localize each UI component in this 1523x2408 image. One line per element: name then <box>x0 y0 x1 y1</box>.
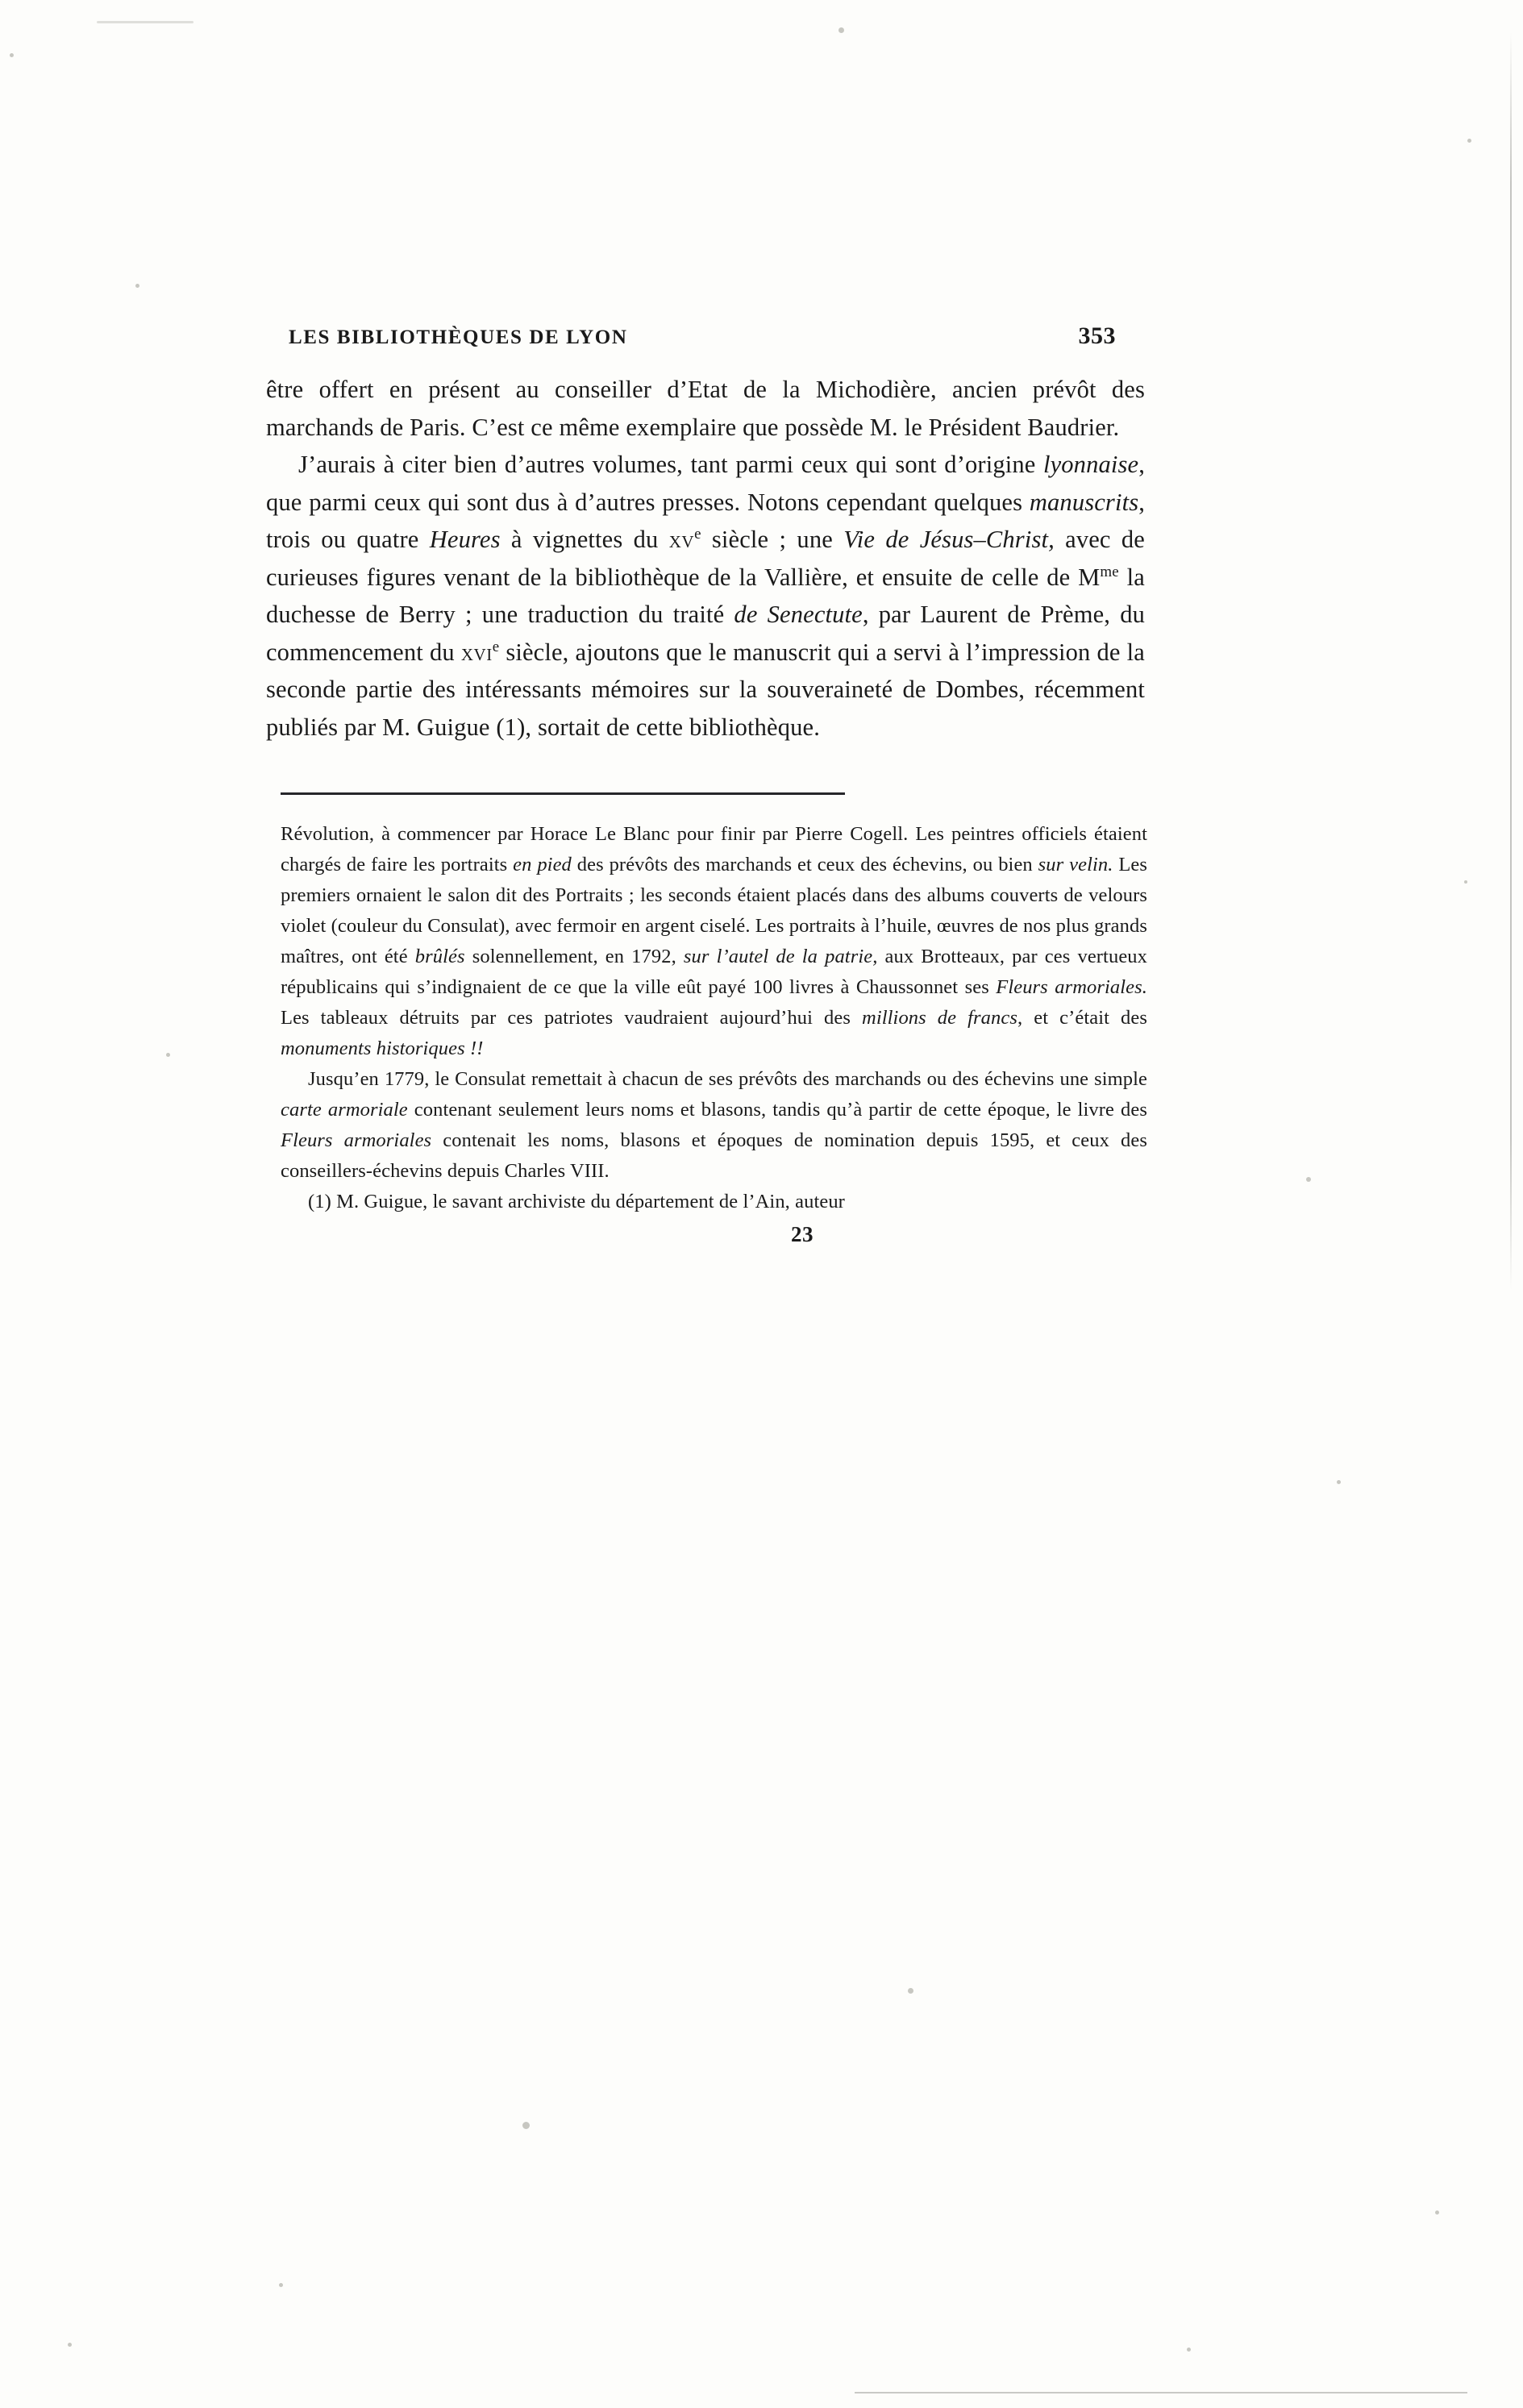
running-title: LES BIBLIOTHÈQUES DE LYON <box>289 326 628 348</box>
footnote-divider <box>281 792 845 795</box>
scan-speck <box>1337 1480 1341 1484</box>
footnote-paragraph: Jusqu’en 1779, le Consulat remettait à chacun de ses prévôts des marchands ou des échevins une simple carte armoriale contenant seulement leurs noms et blasons, tandis qu’à partir de cette époque, le livre des Fleurs armoriales contenait les noms, blasons et époques de nomination depuis 1595, et ceux des conseillers-échevins depuis Charles VIII. <box>281 1068 1147 1182</box>
scan-edge-bottom <box>855 2392 1467 2393</box>
scan-speck <box>838 27 844 33</box>
scan-speck <box>279 2283 283 2287</box>
scan-speck <box>1435 2210 1439 2215</box>
scan-speck <box>1467 139 1471 143</box>
body-text <box>266 371 1145 746</box>
footnote-paragraph: Révolution, à commencer par Horace Le Blanc pour finir par Pierre Cogell. Les peintres officiels étaient chargés de faire les portraits en pied des prévôts des marchands et ceux des échevins, ou bien sur velin. Les premiers ornaient le salon dit des Portraits ; les seconds étaient placés dans des albums couverts de velours violet (couleur du Consulat), avec fermoir en argent ciselé. Les portraits à l’huile, œuvres de nos plus grands maîtres, ont été brûlés solennellement, en 1792, sur l’autel de la patrie, aux Brotteaux, par ces vertueux républicains qui s’indignaient de ce que la ville eût payé 100 livres à Chaussonnet ses Fleurs armoriales. Les tableaux détruits par ces patriotes vaudraient aujourd’hui des millions de francs, et c’était des monuments historiques !! <box>281 823 1148 1059</box>
scan-speck <box>908 1988 913 1994</box>
page-content <box>266 322 1148 1247</box>
running-head <box>266 322 1145 350</box>
scan-speck <box>135 284 139 288</box>
scan-speck <box>1306 1177 1311 1182</box>
scan-speck <box>97 21 193 23</box>
scan-speck <box>522 2122 530 2129</box>
footnote-paragraph: (1) M. Guigue, le savant archiviste du département de l’Ain, auteur <box>308 1191 845 1212</box>
scan-edge-right <box>1510 32 1512 1290</box>
body-paragraph: J’aurais à citer bien d’autres volumes, tant parmi ceux qui sont d’origine lyonnaise, que parmi ceux qui sont dus à d’autres presses. Notons cependant quelques manuscrits, trois ou quatre Heures à vignettes du $xv^e$ siècle ; une Vie de Jésus–Christ, avec de curieuses figures venant de la bibliothèque de la Vallière, et ensuite de celle de $M^{me}$ la duchesse de Berry ; une traduction du traité de Senectute, par Laurent de Prème, du commencement du xvi$^e$ siècle, ajoutons que le manuscrit qui a servi à l’impression de la seconde partie des intéressants mémoires sur la souveraineté de Dombes, récemment publiés par M. Guigue (1), sortait de cette bibliothèque. <box>266 451 1146 741</box>
signature-mark: 23 <box>791 1222 814 1246</box>
scan-speck <box>68 2343 72 2347</box>
scan-speck <box>1464 880 1467 884</box>
scan-speck <box>10 53 14 57</box>
scan-speck <box>166 1053 170 1057</box>
footnote-block <box>281 819 1147 1217</box>
scan-speck <box>1187 2348 1191 2352</box>
page-number: 353 <box>1078 322 1116 349</box>
body-paragraph: être offert en présent au conseiller d’Etat de la Michodière, ancien prévôt des marchands de Paris. C’est ce même exemplaire que possède M. le Président Baudrier. <box>266 376 1145 441</box>
